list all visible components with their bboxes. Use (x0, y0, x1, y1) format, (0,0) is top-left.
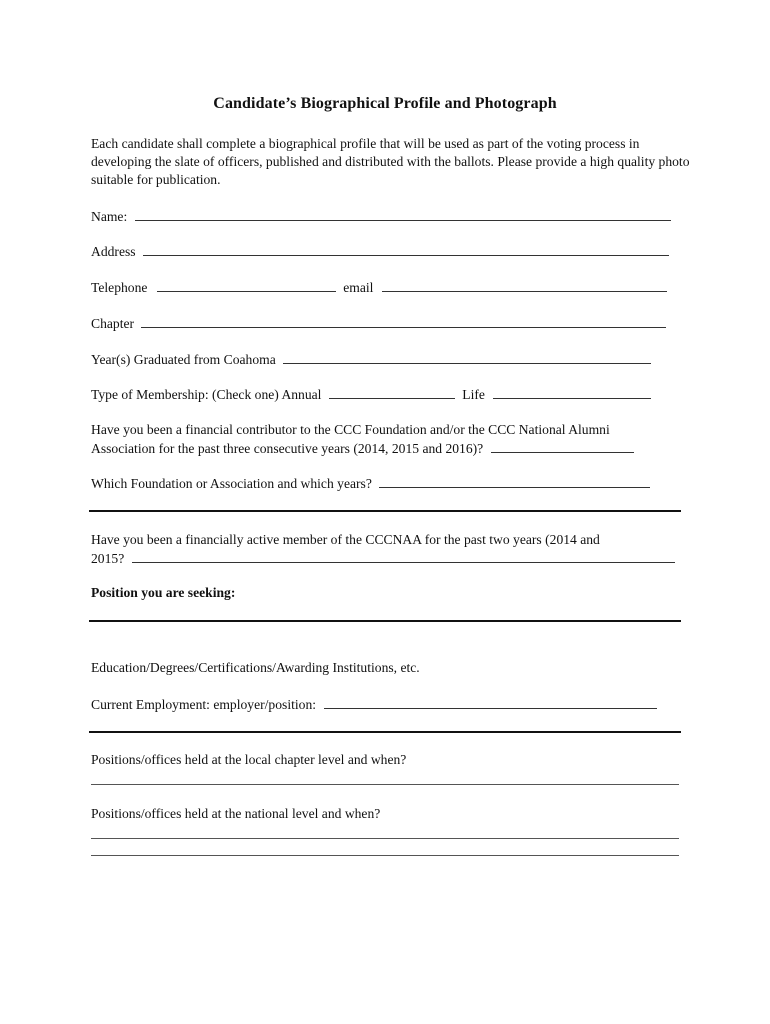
telephone-field[interactable] (157, 278, 336, 292)
education-label: Education/Degrees/Certifications/Awarding Institutions, etc. (91, 660, 420, 675)
intro-paragraph: Each candidate shall complete a biographical profile that will be used as part of the voting process in developing the slate of officers, published and distributed with the ballots. Please provide a high quality photo suitable for publication. (91, 136, 690, 187)
telephone-row (91, 278, 681, 297)
telephone-label: Telephone (91, 280, 148, 295)
contributor-answer-field[interactable] (491, 439, 634, 453)
employment-row (91, 695, 681, 714)
chapter-label: Chapter (91, 316, 135, 331)
name-label: Name: (91, 209, 128, 224)
page-title: Candidate’s Biographical Profile and Photograph (213, 95, 557, 112)
active-member-question-line2 (91, 549, 681, 568)
national-positions-label: Positions/offices held at the national level and when? (91, 806, 381, 821)
local-positions-row (91, 751, 681, 769)
active-member-question-text-1: Have you been a financially active member of the CCCNAA for the past two years (2014 and (91, 532, 600, 547)
membership-row (91, 385, 681, 404)
national-positions-row (91, 805, 681, 823)
email-label: email (343, 280, 374, 295)
chapter-row (91, 314, 681, 333)
contributor-question-line2 (91, 439, 681, 458)
active-member-answer-field[interactable] (132, 549, 675, 563)
section-divider-2 (89, 620, 681, 622)
contributor-question-line1 (91, 421, 681, 439)
section-divider-3 (89, 731, 681, 733)
position-seeking-row (91, 584, 681, 602)
life-label: Life (462, 387, 485, 402)
local-positions-label: Positions/offices held at the local chapter level and when? (91, 752, 407, 767)
years-graduated-field[interactable] (283, 350, 651, 364)
chapter-field[interactable] (141, 314, 666, 328)
membership-label: Type of Membership: (Check one) Annual (91, 387, 322, 402)
national-positions-answer-line-1[interactable] (91, 838, 679, 839)
years-graduated-row (91, 350, 681, 369)
years-graduated-label: Year(s) Graduated from Coahoma (91, 352, 276, 367)
which-foundation-label: Which Foundation or Association and which years? (91, 476, 372, 491)
contributor-question-text-1: Have you been a financial contributor to the CCC Foundation and/or the CCC National Alumni (91, 422, 610, 437)
section-divider-1 (89, 510, 681, 512)
national-positions-answer-line-2[interactable] (91, 855, 679, 856)
name-field[interactable] (135, 207, 671, 221)
active-member-question-text-2: 2015? (91, 551, 125, 566)
name-row (91, 207, 681, 226)
address-field[interactable] (143, 242, 669, 256)
address-row (91, 242, 681, 261)
local-positions-answer-line[interactable] (91, 784, 679, 785)
employment-field[interactable] (324, 695, 657, 709)
contributor-question-text-2: Association for the past three consecutive years (2014, 2015 and 2016)? (91, 441, 484, 456)
employment-label: Current Employment: employer/position: (91, 697, 317, 712)
which-foundation-row (91, 474, 681, 493)
education-row (91, 659, 681, 677)
position-seeking-label: Position you are seeking: (91, 585, 236, 600)
annual-field[interactable] (329, 385, 455, 399)
life-field[interactable] (493, 385, 651, 399)
which-foundation-field[interactable] (379, 474, 650, 488)
email-field[interactable] (382, 278, 667, 292)
active-member-question-line1 (91, 531, 681, 549)
address-label: Address (91, 244, 136, 259)
